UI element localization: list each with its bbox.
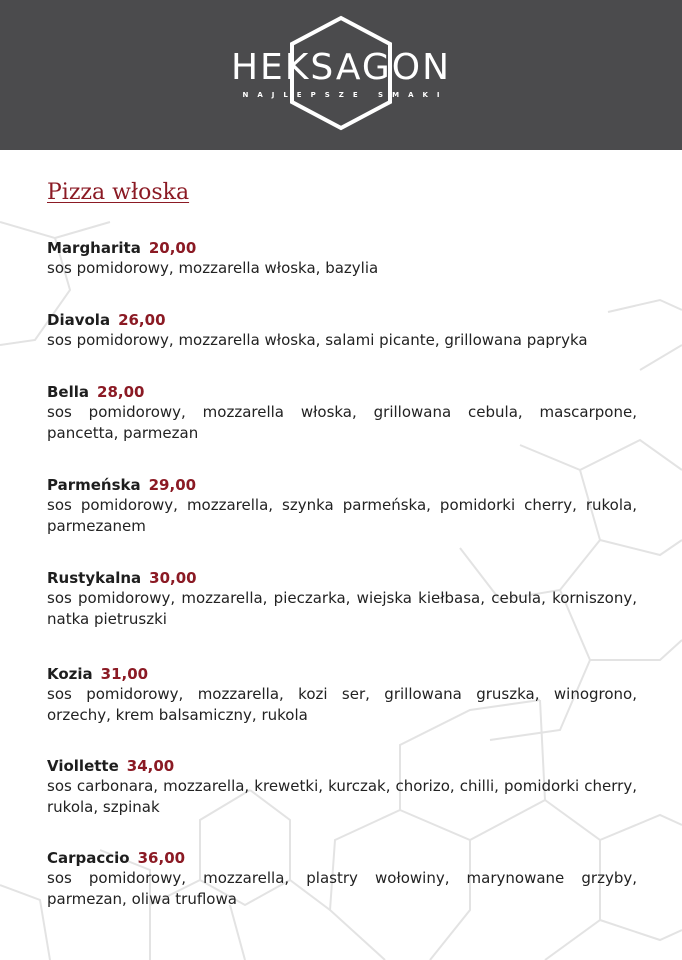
item-description: sos pomidorowy, mozzarella, kozi ser, grillowana gruszka, winogrono, orzechy, krem balsamiczny, rukola [47, 685, 637, 724]
menu-item [47, 475, 637, 568]
item-description: sos pomidorowy, mozzarella włoska, salami picante, grillowana papryka [47, 331, 588, 349]
item-price: 26,00 [118, 311, 166, 329]
menu-item [47, 848, 637, 920]
item-description: sos carbonara, mozzarella, krewetki, kurczak, chorizo, chilli, pomidorki cherry, rukola, szpinak [47, 777, 637, 816]
item-name: Diavola [47, 311, 111, 329]
item-price: 31,00 [100, 665, 149, 683]
menu-item [47, 310, 637, 382]
item-description: sos pomidorowy, mozzarella, plastry wołowiny, marynowane grzyby, parmezan, oliwa truflowa [47, 869, 637, 908]
item-description: sos pomidorowy, mozzarella, pieczarka, wiejska kiełbasa, cebula, korniszony, natka pietruszki [47, 589, 637, 628]
item-description: sos pomidorowy, mozzarella, szynka parmeńska, pomidorki cherry, rukola, parmezanem [47, 496, 637, 535]
menu-item [47, 568, 637, 664]
item-price: 28,00 [97, 383, 145, 401]
item-name: Carpaccio [47, 849, 130, 867]
item-name: Bella [47, 383, 90, 401]
item-price: 36,00 [137, 849, 186, 867]
section-title: Pizza włoska [47, 180, 190, 205]
item-price: 30,00 [149, 569, 197, 587]
header-banner [0, 0, 682, 150]
menu-item [47, 664, 637, 756]
item-price: 34,00 [126, 757, 175, 775]
item-price: 29,00 [148, 476, 197, 494]
item-description: sos pomidorowy, mozzarella włoska, bazylia [47, 259, 379, 277]
logo-tagline: NAJLEPSZE SMAKI [242, 91, 449, 99]
item-name: Kozia [47, 665, 93, 683]
item-name: Parmeńska [47, 476, 141, 494]
menu-content [47, 176, 637, 920]
logo-text: HEKSAGON [230, 47, 452, 88]
menu-item [47, 238, 637, 310]
item-name: Margharita [47, 239, 141, 257]
item-name: Rustykalna [47, 569, 142, 587]
item-price: 20,00 [148, 239, 197, 257]
item-name: Viollette [47, 757, 119, 775]
item-description: sos pomidorowy, mozzarella włoska, grillowana cebula, mascarpone, pancetta, parmezan [47, 403, 637, 442]
menu-item [47, 382, 637, 475]
menu-item [47, 756, 637, 848]
